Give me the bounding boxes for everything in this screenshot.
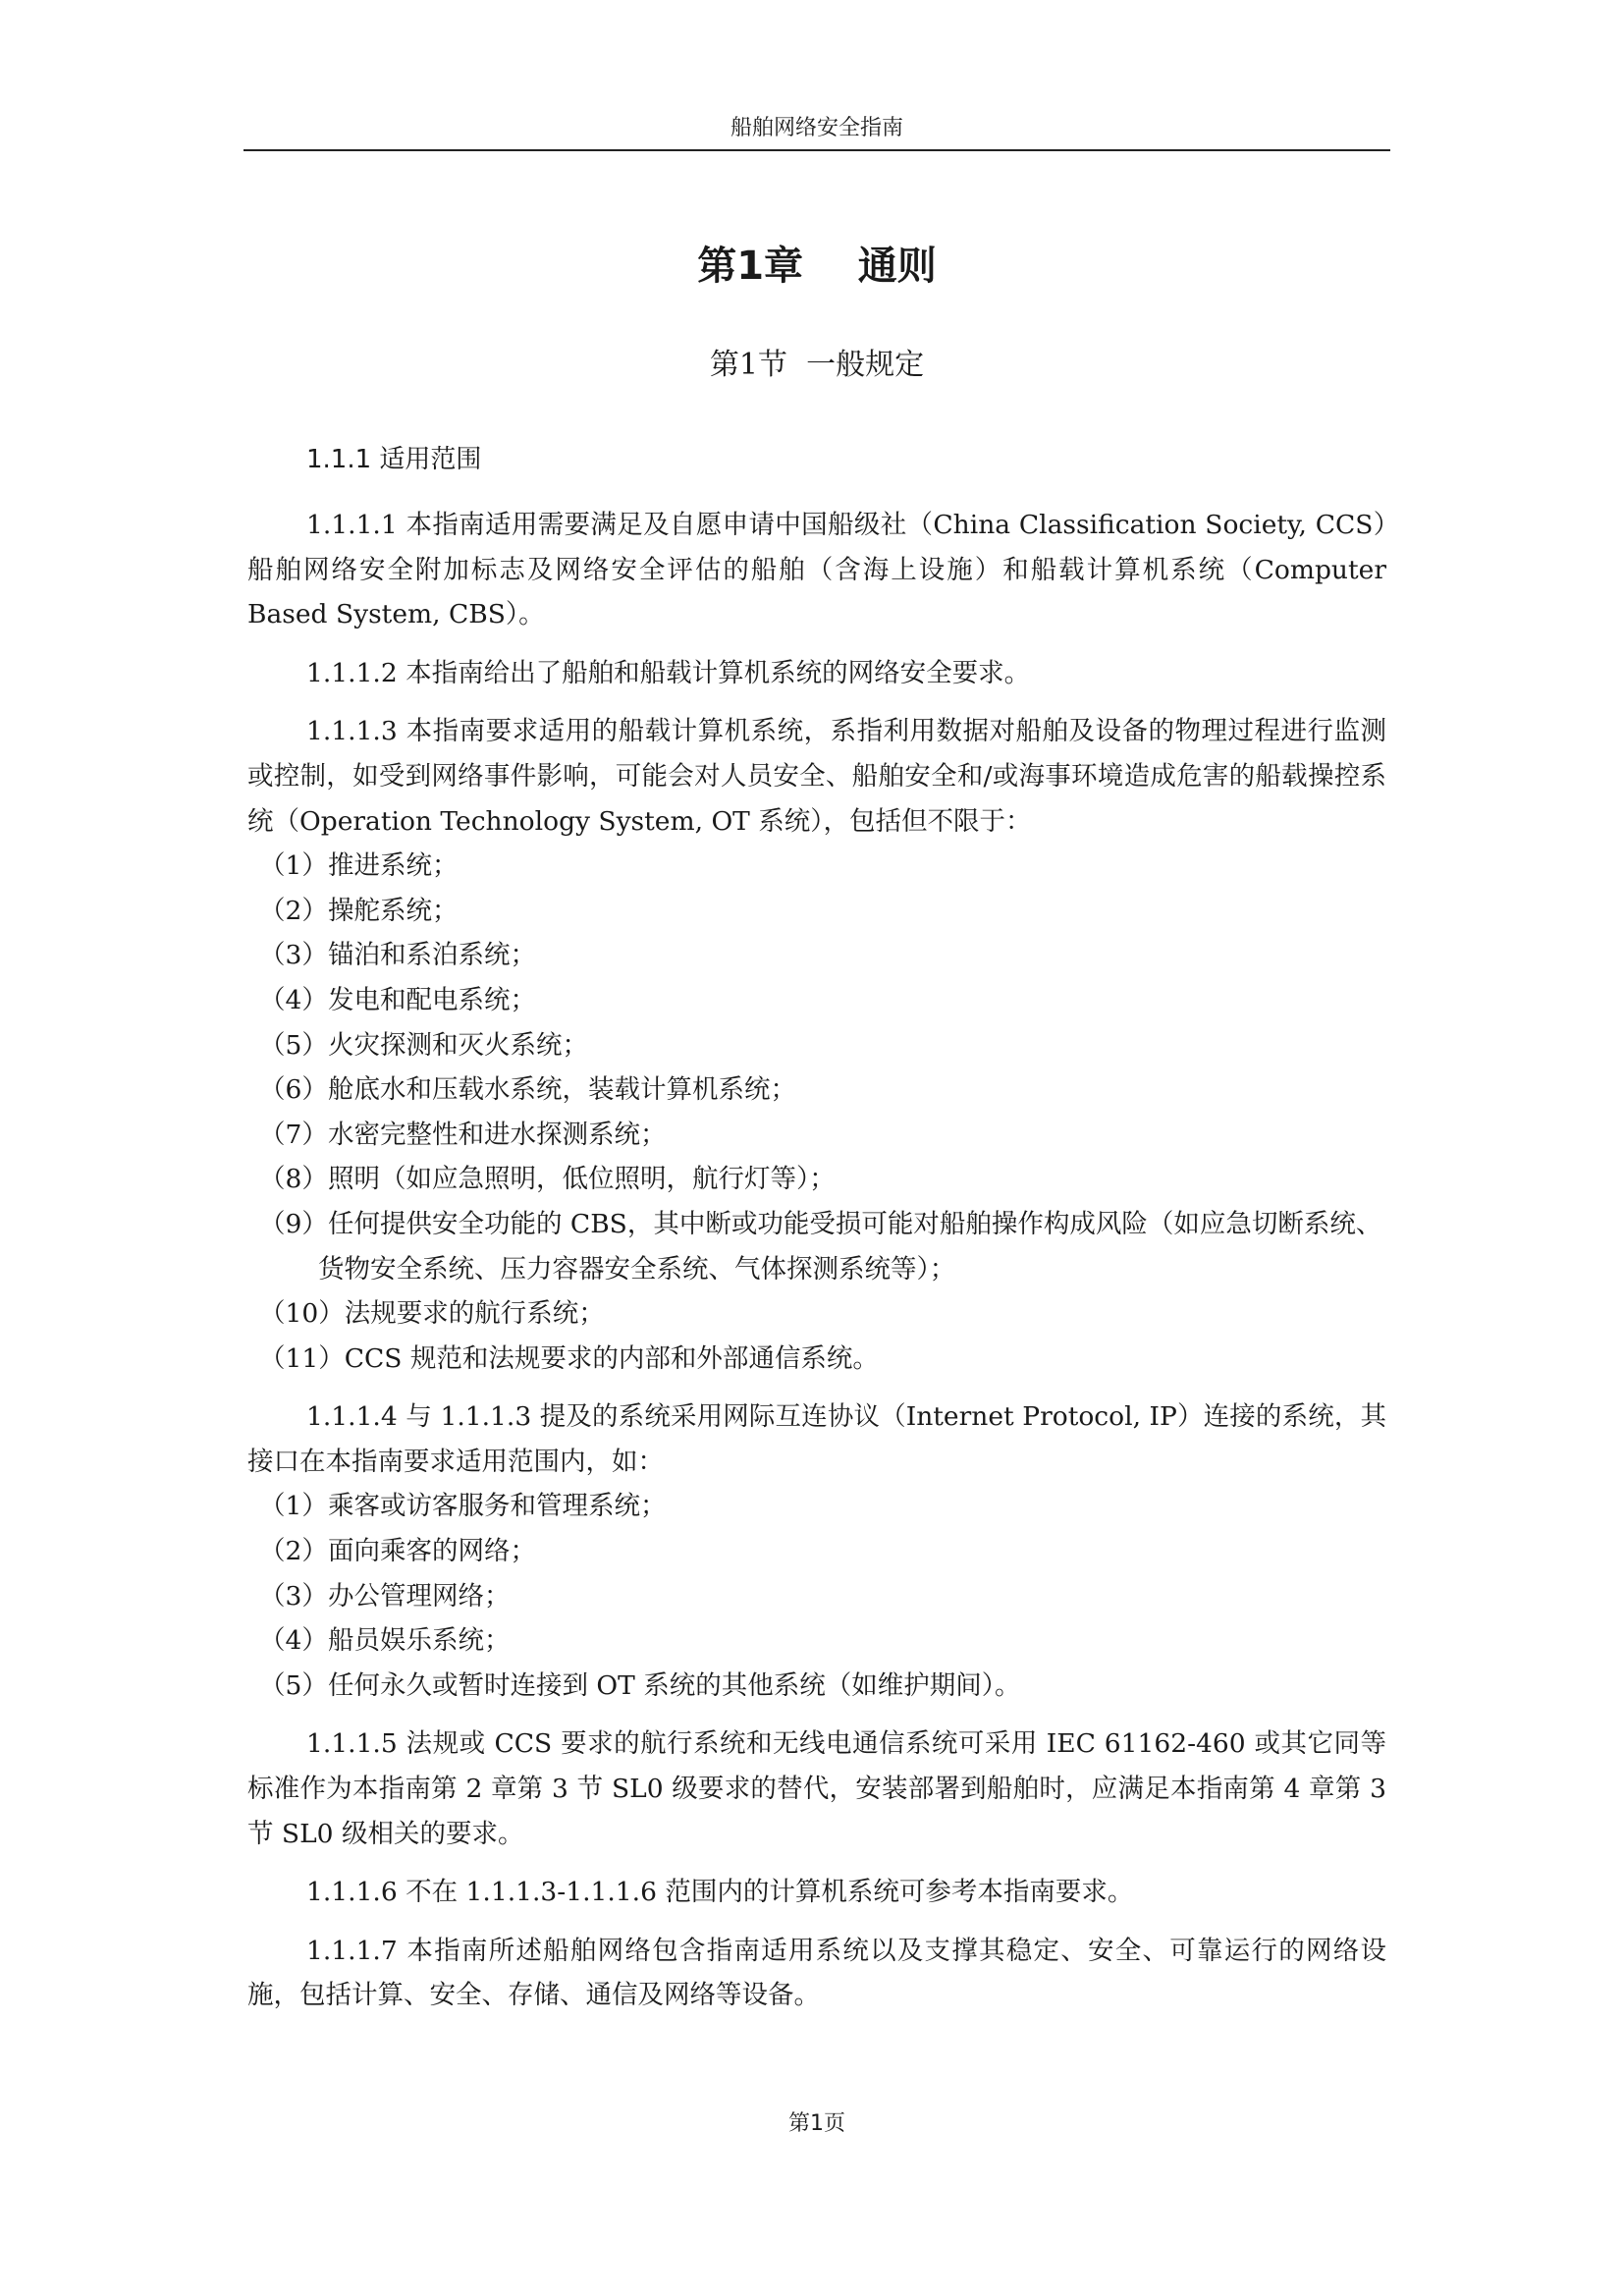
list-item-text: 操舵系统； bbox=[328, 895, 459, 926]
clause-1-1-1-1: 1.1.1.1 本指南适用需要满足及自愿申请中国船级社（China Classification Society, CCS）船舶网络安全附加标志及网络安全评估的船舶（含海上设施）和船载计算机系统（Computer Based System, CBS）。 bbox=[247, 510, 1386, 630]
list-item-number: （5） bbox=[259, 1029, 328, 1061]
list-item-number: （6） bbox=[259, 1074, 328, 1106]
list-item bbox=[247, 889, 1386, 934]
list-item-text: 法规要求的航行系统； bbox=[344, 1298, 605, 1330]
list-item-text: 乘客或访客服务和管理系统； bbox=[328, 1491, 667, 1522]
list-item bbox=[247, 978, 1386, 1023]
list-item-text: 舱底水和压载水系统，装载计算机系统； bbox=[328, 1074, 796, 1106]
list-item bbox=[247, 1664, 1386, 1709]
list-item bbox=[247, 1574, 1386, 1619]
list-item-number: （11） bbox=[259, 1342, 345, 1374]
list-item-number: （2） bbox=[259, 895, 328, 926]
chapter-title: 第1章 通则 bbox=[697, 244, 937, 289]
list-item bbox=[247, 1113, 1386, 1158]
list-item bbox=[247, 1202, 1386, 1291]
page-number: 第1页 bbox=[788, 2111, 845, 2136]
list-item-text: CCS 规范和法规要求的内部和外部通信系统。 bbox=[344, 1342, 879, 1374]
list-item-number: （7） bbox=[259, 1119, 328, 1150]
clause-1-1-1-4: 1.1.1.4 与 1.1.1.3 提及的系统采用网际互连协议（Internet Protocol, IP）连接的系统，其接口在本指南要求适用范围内，如： bbox=[247, 1401, 1386, 1477]
list-item bbox=[247, 1291, 1386, 1337]
document-body bbox=[247, 503, 1386, 2032]
list-item-text: 锚泊和系泊系统； bbox=[328, 940, 536, 971]
list-item-text: 面向乘客的网络； bbox=[328, 1536, 536, 1567]
clause-1-1-1-3: 1.1.1.3 本指南要求适用的船载计算机系统，系指利用数据对船舶及设备的物理过程进行监测或控制，如受到网络事件影响，可能会对人员安全、船舶安全和/或海事环境造成危害的船载操控系统（Operation Technology System, OT 系统），包括但不限于： bbox=[247, 716, 1386, 837]
list-item-text: 发电和配电系统； bbox=[328, 984, 536, 1015]
list-item-number: （3） bbox=[259, 1580, 328, 1612]
list-item bbox=[247, 844, 1386, 889]
clause-1-1-1-5: 1.1.1.5 法规或 CCS 要求的航行系统和无线电通信系统可采用 IEC 61162-460 或其它同等标准作为本指南第 2 章第 3 节 SL0 级要求的替代，安装部署到船舶时，应满足本指南第 4 章第 3 节 SL0 级相关的要求。 bbox=[247, 1728, 1386, 1849]
list-item-text: 水密完整性和进水探测系统； bbox=[328, 1119, 667, 1150]
clause-1-1-1-6: 1.1.1.6 不在 1.1.1.3-1.1.1.6 范围内的计算机系统可参考本指南要求。 bbox=[306, 1877, 1134, 1908]
list-item-number: （4） bbox=[259, 984, 328, 1015]
list-item-number: （4） bbox=[259, 1625, 328, 1657]
list-item-text: 办公管理网络； bbox=[328, 1580, 511, 1612]
list-item-number: （1） bbox=[259, 1491, 328, 1522]
section-title: 第1节 一般规定 bbox=[709, 348, 925, 382]
list-item bbox=[247, 1529, 1386, 1574]
running-header: 船舶网络安全指南 bbox=[730, 116, 903, 140]
list-item bbox=[247, 1618, 1386, 1664]
clause-1-1-1-2: 1.1.1.2 本指南给出了船舶和船载计算机系统的网络安全要求。 bbox=[306, 657, 1031, 688]
list-item-number: （10） bbox=[259, 1298, 345, 1330]
list-item-text: 船员娱乐系统； bbox=[328, 1625, 511, 1657]
list-item-text: 任何提供安全功能的 CBS，其中断或功能受损可能对船舶操作构成风险（如应急切断系统、货物安全系统、压力容器安全系统、气体探测系统等）； bbox=[318, 1208, 1382, 1285]
list-item bbox=[247, 1484, 1386, 1529]
list-item-number: （8） bbox=[259, 1164, 328, 1195]
list-item-number: （9） bbox=[259, 1208, 328, 1239]
header-divider bbox=[243, 149, 1390, 151]
list-item-text: 任何永久或暂时连接到 OT 系统的其他系统（如维护期间）。 bbox=[328, 1669, 1021, 1701]
clause-1-1-1-4-list bbox=[247, 1484, 1386, 1708]
clause-1-1-1-7: 1.1.1.7 本指南所述船舶网络包含指南适用系统以及支撑其稳定、安全、可靠运行的网络设施，包括计算、安全、存储、通信及网络等设备。 bbox=[247, 1935, 1386, 2011]
list-item bbox=[247, 1337, 1386, 1382]
list-item bbox=[247, 933, 1386, 978]
list-item bbox=[247, 1067, 1386, 1113]
list-item-number: （5） bbox=[259, 1669, 328, 1701]
list-item bbox=[247, 1157, 1386, 1202]
list-item bbox=[247, 1023, 1386, 1068]
list-item-number: （2） bbox=[259, 1536, 328, 1567]
list-item-text: 火灾探测和灭火系统； bbox=[328, 1029, 588, 1061]
clause-1-1-1-3-list bbox=[247, 844, 1386, 1381]
subsection-title: 1.1.1 适用范围 bbox=[306, 445, 482, 474]
list-item-number: （1） bbox=[259, 850, 328, 882]
list-item-number: （3） bbox=[259, 940, 328, 971]
list-item-text: 推进系统； bbox=[328, 850, 459, 882]
list-item-text: 照明（如应急照明，低位照明，航行灯等）； bbox=[328, 1164, 836, 1195]
